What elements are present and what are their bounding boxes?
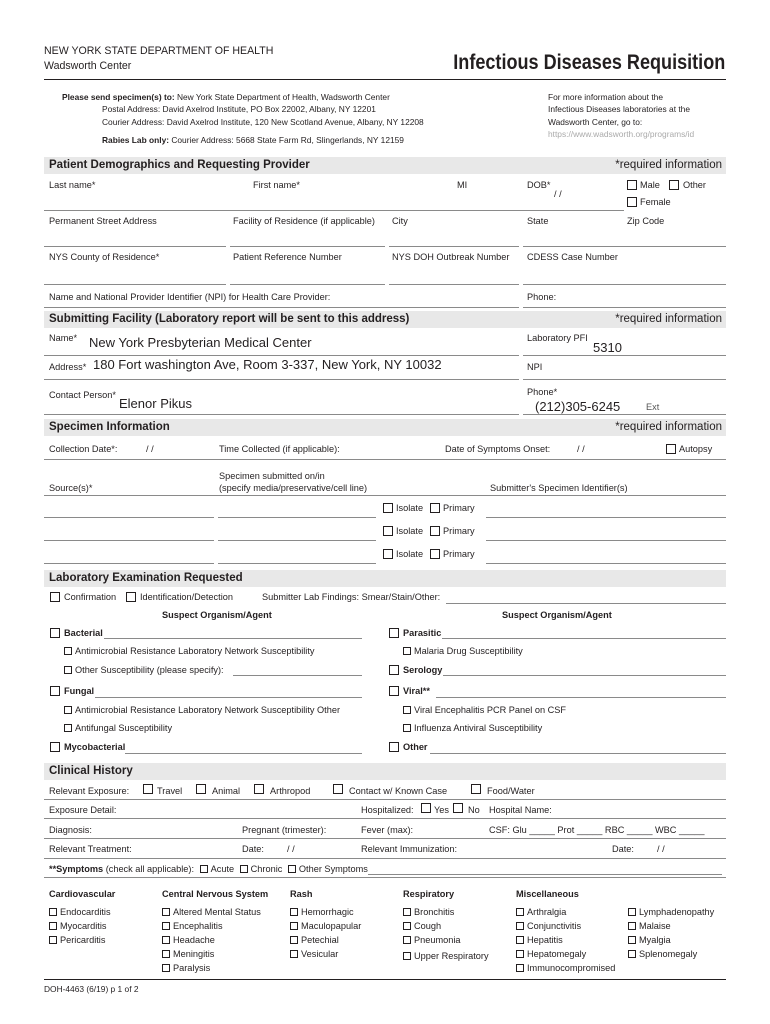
specimen-heading: Specimen Information xyxy=(49,421,170,433)
onset-label: Date of Symptoms Onset: xyxy=(445,444,551,454)
findings-label: Submitter Lab Findings: Smear/Stain/Other: xyxy=(262,592,441,602)
rule xyxy=(44,877,726,878)
primary-checkbox[interactable] xyxy=(430,503,440,513)
isolate-checkbox[interactable] xyxy=(383,549,393,559)
symptom-item[interactable]: Maculopapular xyxy=(290,921,361,932)
rule xyxy=(44,459,726,460)
other-symptoms-checkbox[interactable] xyxy=(288,865,296,873)
other-gender-label: Other xyxy=(683,180,706,190)
contact-value[interactable]: Elenor Pikus xyxy=(119,396,192,411)
animal-label: Animal xyxy=(212,786,241,796)
rule xyxy=(104,638,362,639)
rule xyxy=(44,799,726,800)
checkbox[interactable] xyxy=(516,908,524,916)
symptoms-hint: (check all applicable): xyxy=(105,864,195,874)
malaria[interactable]: Malaria Drug Susceptibility xyxy=(403,646,523,657)
hospital-name-label: Hospital Name: xyxy=(489,805,552,815)
resp-title: Respiratory xyxy=(403,889,455,899)
exposure-label: Relevant Exposure: xyxy=(49,786,130,796)
other-gender-checkbox[interactable] xyxy=(669,180,679,190)
rule xyxy=(486,540,726,541)
info-line-3: Wadsworth Center, go to: xyxy=(548,117,643,127)
checkbox[interactable] xyxy=(290,922,298,930)
checkbox[interactable] xyxy=(628,908,636,916)
rule xyxy=(44,355,519,356)
confirmation-label: Confirmation xyxy=(64,592,117,602)
required-note: *required information xyxy=(615,421,722,433)
checkbox[interactable] xyxy=(290,908,298,916)
symptom-item[interactable]: Hepatomegaly xyxy=(516,949,586,960)
onset-slashes: / / xyxy=(577,444,585,454)
bacterial-label: Bacterial xyxy=(64,628,103,638)
checkbox[interactable] xyxy=(290,950,298,958)
bact-other-checkbox[interactable] xyxy=(64,666,72,674)
male-checkbox[interactable] xyxy=(627,180,637,190)
rule xyxy=(44,517,214,518)
isolate-checkbox[interactable] xyxy=(383,526,393,536)
rule xyxy=(430,753,726,754)
facility-label: Facility of Residence (if applicable) xyxy=(233,216,375,226)
sources-label: Source(s)* xyxy=(49,483,93,493)
rabies-address: Rabies Lab only: Courier Address: 5668 State Farm Rd, Slingerlands, NY 12159 xyxy=(102,135,404,145)
rule xyxy=(44,246,226,247)
rule xyxy=(389,246,519,247)
checkbox[interactable] xyxy=(49,922,57,930)
rule xyxy=(523,307,726,308)
postal-address: Postal Address: David Axelrod Institute, PO Box 22002, Albany, NY 12201 xyxy=(102,104,376,114)
isolate-checkbox[interactable] xyxy=(383,503,393,513)
rule xyxy=(233,675,362,676)
rule xyxy=(523,414,726,415)
symptom-item[interactable]: Paralysis xyxy=(162,963,210,974)
symptom-item[interactable]: Conjunctivitis xyxy=(516,921,581,932)
other-symptoms-label: Other Symptoms xyxy=(298,864,368,874)
primary-label: Primary xyxy=(443,503,475,513)
checkbox[interactable] xyxy=(516,922,524,930)
vepcr[interactable]: Viral Encephalitis PCR Panel on CSF xyxy=(403,705,566,716)
zip-label: Zip Code xyxy=(627,216,665,226)
form-title: Infectious Diseases Requisition xyxy=(453,51,725,74)
fung-arln[interactable]: Antimicrobial Resistance Laboratory Network Susceptibility Other xyxy=(64,705,340,716)
checkbox[interactable] xyxy=(49,936,57,944)
rule xyxy=(125,753,362,754)
checkbox[interactable] xyxy=(162,950,170,958)
cns-title: Central Nervous System xyxy=(162,889,269,899)
symptom-item[interactable]: Myocarditis xyxy=(49,921,106,932)
myco-label: Mycobacterial xyxy=(64,742,126,752)
autopsy-label: Autopsy xyxy=(679,444,713,454)
send-to: Please send specimen(s) to: New York State Department of Health, Wadsworth Center xyxy=(62,92,390,102)
isolate-label: Isolate xyxy=(396,503,424,513)
treatment-label: Relevant Treatment: xyxy=(49,844,132,854)
submitted-on-hint: (specify media/preservative/cell line) xyxy=(219,483,368,493)
other-lab-checkbox[interactable] xyxy=(389,742,399,752)
symptom-item[interactable]: Petechial xyxy=(290,935,339,946)
csf-values: CSF: Glu _____ Prot _____ RBC _____ WBC _____ xyxy=(489,825,705,835)
fever-label: Fever (max): xyxy=(361,825,414,835)
rule xyxy=(44,307,519,308)
fungal-checkbox[interactable] xyxy=(50,686,60,696)
suspect-organism-right: Suspect Organism/Agent xyxy=(502,610,612,620)
symptom-item[interactable]: Headache xyxy=(162,935,215,946)
influenza[interactable]: Influenza Antiviral Susceptibility xyxy=(403,723,542,734)
symptom-item[interactable]: Malaise xyxy=(628,921,671,932)
rule xyxy=(44,858,726,859)
isolate-label: Isolate xyxy=(396,549,424,559)
rule xyxy=(436,697,726,698)
phone-label: Phone* xyxy=(527,387,558,397)
parasitic-checkbox[interactable] xyxy=(389,628,399,638)
bact-arln[interactable]: Antimicrobial Resistance Laboratory Network Susceptibility xyxy=(64,646,315,657)
street-label: Permanent Street Address xyxy=(49,216,157,226)
checkbox[interactable] xyxy=(628,936,636,944)
outbreak-label: NYS DOH Outbreak Number xyxy=(392,252,510,262)
travel-label: Travel xyxy=(157,786,183,796)
treatment-date-slashes: / / xyxy=(287,844,295,854)
animal-checkbox[interactable] xyxy=(196,784,206,794)
pfi-label: Laboratory PFI xyxy=(527,333,588,343)
rash-title: Rash xyxy=(290,889,313,899)
travel-checkbox[interactable] xyxy=(143,784,153,794)
ext-label: Ext xyxy=(646,402,660,412)
symptom-item[interactable]: Arthralgia xyxy=(516,907,566,918)
male-label: Male xyxy=(640,180,660,190)
serology-checkbox[interactable] xyxy=(389,665,399,675)
rule xyxy=(443,675,726,676)
checkbox[interactable] xyxy=(628,950,636,958)
identification-label: Identification/Detection xyxy=(140,592,233,602)
primary-checkbox[interactable] xyxy=(430,526,440,536)
rule xyxy=(44,818,726,819)
submitting-heading: Submitting Facility (Laboratory report will be sent to this address) xyxy=(49,313,410,325)
rule xyxy=(44,495,726,496)
submitted-on-label: Specimen submitted on/in xyxy=(219,471,325,481)
form-code: DOH-4463 (6/19) p 1 of 2 xyxy=(44,984,139,994)
collection-date-label: Collection Date*: xyxy=(49,444,118,454)
symptom-item[interactable]: Bronchitis xyxy=(403,907,454,918)
patient-section-header xyxy=(44,157,726,174)
info-url[interactable]: https://www.wadsworth.org/programs/id xyxy=(548,129,695,139)
symptom-item[interactable]: Vesicular xyxy=(290,949,338,960)
treatment-date-label: Date: xyxy=(242,844,264,854)
arthropod-checkbox[interactable] xyxy=(254,784,264,794)
fung-anti-checkbox[interactable] xyxy=(64,724,72,732)
checkbox[interactable] xyxy=(403,952,411,960)
checkbox[interactable] xyxy=(162,922,170,930)
contact-case-checkbox[interactable] xyxy=(333,784,343,794)
rule xyxy=(218,540,376,541)
rule xyxy=(44,379,519,380)
symptom-item[interactable]: Hepatitis xyxy=(516,935,563,946)
submitting-section-header xyxy=(44,311,726,328)
mi-label: MI xyxy=(457,180,468,190)
primary-label: Primary xyxy=(443,549,475,559)
patient-heading: Patient Demographics and Requesting Provider xyxy=(49,159,310,171)
checkbox[interactable] xyxy=(162,936,170,944)
center-name: Wadsworth Center xyxy=(44,60,132,72)
rule xyxy=(44,563,214,564)
isolate-label: Isolate xyxy=(396,526,424,536)
clinical-heading: Clinical History xyxy=(49,765,133,777)
primary-checkbox[interactable] xyxy=(430,549,440,559)
npi-provider-label: Name and National Provider Identifier (NPI) for Health Care Provider: xyxy=(49,292,331,302)
symptom-item[interactable]: Splenomegaly xyxy=(628,949,697,960)
fung-arln-checkbox[interactable] xyxy=(64,706,72,714)
myco-checkbox[interactable] xyxy=(50,742,60,752)
symptom-item[interactable]: Myalgia xyxy=(628,935,671,946)
symptom-item[interactable]: Encephalitis xyxy=(162,921,223,932)
pregnant-label: Pregnant (trimester): xyxy=(242,825,327,835)
malaria-checkbox[interactable] xyxy=(403,647,411,655)
bact-other[interactable]: Other Susceptibility (please specify): xyxy=(64,665,224,676)
influenza-checkbox[interactable] xyxy=(403,724,411,732)
symptom-item[interactable]: Altered Mental Status xyxy=(162,907,261,918)
identification-checkbox[interactable] xyxy=(126,592,136,602)
rule xyxy=(230,284,385,285)
cdess-label: CDESS Case Number xyxy=(527,252,618,262)
time-collected-label: Time Collected (if applicable): xyxy=(219,444,340,454)
contact-label: Contact Person* xyxy=(49,390,116,400)
address-value[interactable]: 180 Fort washington Ave, Room 3-337, New York, NY 10032 xyxy=(93,357,442,372)
last-name-label: Last name* xyxy=(49,180,96,190)
checkbox[interactable] xyxy=(628,922,636,930)
checkbox[interactable] xyxy=(516,964,524,972)
facility-name-value[interactable]: New York Presbyterian Medical Center xyxy=(89,335,312,350)
rule xyxy=(230,246,385,247)
symptom-item[interactable]: Immunocompromised xyxy=(516,963,615,974)
primary-label: Primary xyxy=(443,526,475,536)
viral-label: Viral** xyxy=(403,686,430,696)
checkbox[interactable] xyxy=(290,936,298,944)
clinical-section-header xyxy=(44,763,726,780)
rule xyxy=(523,355,726,356)
identifier-label: Submitter's Specimen Identifier(s) xyxy=(490,483,628,493)
symptom-item[interactable]: Hemorrhagic xyxy=(290,907,354,918)
symptoms-row xyxy=(49,864,368,875)
required-note: *required information xyxy=(615,313,722,325)
rule xyxy=(368,874,722,875)
symptom-item[interactable]: Upper Respiratory xyxy=(403,951,489,962)
fungal-label: Fungal xyxy=(64,686,95,696)
contact-case-label: Contact w/ Known Case xyxy=(349,786,448,796)
symptom-item[interactable]: Endocarditis xyxy=(49,907,111,918)
rule xyxy=(44,210,624,211)
symptom-item[interactable]: Lymphadenopathy xyxy=(628,907,714,918)
parasitic-label: Parasitic xyxy=(403,628,442,638)
address-label: Address* xyxy=(49,362,87,372)
rule xyxy=(523,284,726,285)
autopsy-checkbox[interactable] xyxy=(666,444,676,454)
specimen-section-header xyxy=(44,419,726,436)
food-water-checkbox[interactable] xyxy=(471,784,481,794)
female-checkbox[interactable] xyxy=(627,197,637,207)
county-label: NYS County of Residence* xyxy=(49,252,160,262)
checkbox[interactable] xyxy=(162,908,170,916)
patient-ref-label: Patient Reference Number xyxy=(233,252,342,262)
hosp-no-checkbox[interactable] xyxy=(453,803,463,813)
rule xyxy=(44,284,226,285)
state-label: State xyxy=(527,216,549,226)
rule xyxy=(523,379,726,380)
checkbox[interactable] xyxy=(403,922,411,930)
first-name-label: First name* xyxy=(253,180,300,190)
rule xyxy=(218,517,376,518)
food-water-label: Food/Water xyxy=(487,786,535,796)
vepcr-checkbox[interactable] xyxy=(403,706,411,714)
symptom-item[interactable]: Pericarditis xyxy=(49,935,105,946)
rule xyxy=(44,414,519,415)
rule xyxy=(446,603,726,604)
rule xyxy=(486,517,726,518)
arthropod-label: Arthropod xyxy=(270,786,311,796)
dob-label: DOB* xyxy=(527,180,551,190)
confirmation-checkbox[interactable] xyxy=(50,592,60,602)
lab-section-header xyxy=(44,570,726,587)
viral-checkbox[interactable] xyxy=(389,686,399,696)
rule xyxy=(486,563,726,564)
hosp-yes-checkbox[interactable] xyxy=(421,803,431,813)
checkbox[interactable] xyxy=(49,908,57,916)
header-rule xyxy=(44,79,726,80)
symptom-item[interactable]: Meningitis xyxy=(162,949,214,960)
rule xyxy=(44,838,726,839)
symptoms-label: **Symptoms xyxy=(49,864,104,874)
collection-date-slashes: / / xyxy=(146,444,154,454)
misc-title: Miscellaneous xyxy=(516,889,579,899)
department-name: NEW YORK STATE DEPARTMENT OF HEALTH xyxy=(44,45,274,57)
checkbox[interactable] xyxy=(516,936,524,944)
symptom-item[interactable]: Cough xyxy=(403,921,441,932)
rule xyxy=(95,697,362,698)
provider-phone-label: Phone: xyxy=(527,292,557,302)
courier-address: Courier Address: David Axelrod Institute, 120 New Scotland Avenue, Albany, NY 12208 xyxy=(102,117,424,127)
checkbox[interactable] xyxy=(516,950,524,958)
checkbox[interactable] xyxy=(403,936,411,944)
chronic-label: Chronic xyxy=(250,864,283,874)
npi-label: NPI xyxy=(527,362,543,372)
rule xyxy=(44,540,214,541)
rule xyxy=(523,246,726,247)
facility-name-label: Name* xyxy=(49,333,78,343)
info-line-1: For more information about the xyxy=(548,92,663,102)
hosp-yes-label: Yes xyxy=(434,805,449,815)
female-label: Female xyxy=(640,197,671,207)
rule xyxy=(389,284,519,285)
exposure-detail-label: Exposure Detail: xyxy=(49,805,117,815)
city-label: City xyxy=(392,216,408,226)
required-note: *required information xyxy=(615,159,722,171)
symptom-item[interactable]: Pneumonia xyxy=(403,935,460,946)
immunization-label: Relevant Immunization: xyxy=(361,844,458,854)
hosp-no-label: No xyxy=(468,805,480,815)
pfi-value[interactable]: 5310 xyxy=(593,340,622,355)
acute-label: Acute xyxy=(210,864,235,874)
serology-label: Serology xyxy=(403,665,443,675)
immunization-date-label: Date: xyxy=(612,844,634,854)
dob-slashes: / / xyxy=(554,189,562,199)
suspect-organism-left: Suspect Organism/Agent xyxy=(162,610,272,620)
fung-anti[interactable]: Antifungal Susceptibility xyxy=(64,723,172,734)
chronic-checkbox[interactable] xyxy=(240,865,248,873)
lab-heading: Laboratory Examination Requested xyxy=(49,572,243,584)
info-line-2: Infectious Diseases laboratories at the xyxy=(548,104,690,114)
checkbox[interactable] xyxy=(403,908,411,916)
immunization-date-slashes: / / xyxy=(657,844,665,854)
other-lab-label: Other xyxy=(403,742,428,752)
rule xyxy=(442,638,726,639)
footer-rule xyxy=(44,979,726,980)
rule xyxy=(218,563,376,564)
bact-arln-checkbox[interactable] xyxy=(64,647,72,655)
phone-value[interactable]: (212)305-6245 xyxy=(535,399,621,414)
acute-checkbox[interactable] xyxy=(200,865,208,873)
checkbox[interactable] xyxy=(162,964,170,972)
diagnosis-label: Diagnosis: xyxy=(49,825,92,835)
cardio-title: Cardiovascular xyxy=(49,889,116,899)
hospitalized-label: Hospitalized: xyxy=(361,805,414,815)
bacterial-checkbox[interactable] xyxy=(50,628,60,638)
